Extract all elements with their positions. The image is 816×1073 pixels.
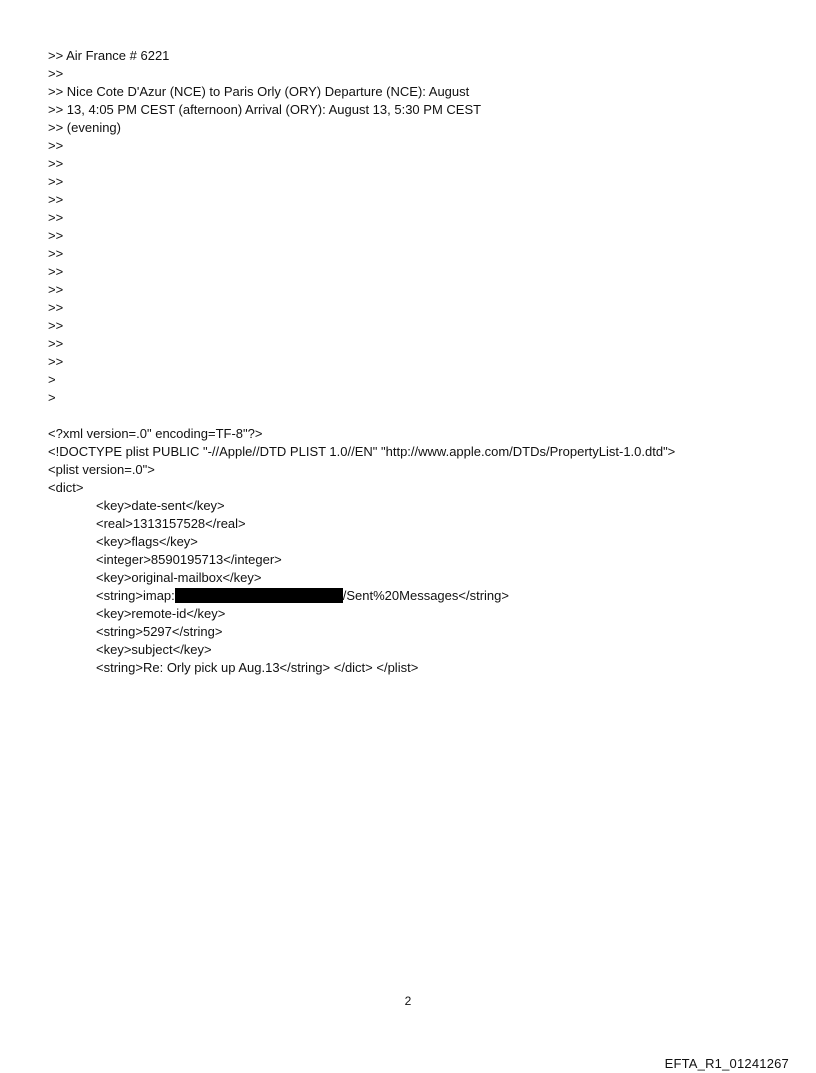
remote-id-value: <string>5297</string> [96,624,223,639]
quote-line: >> [48,264,64,279]
integer-value: <integer>8590195713</integer> [96,552,282,567]
quote-line: > [48,390,56,405]
dict-open-tag: <dict> [48,480,84,495]
quote-line: >> [48,246,64,261]
key-date-sent: <key>date-sent</key> [96,498,225,513]
quote-line: >> [48,300,64,315]
document-body [48,47,788,677]
quote-line: >> [48,174,64,189]
mailbox-string-line [48,587,788,605]
quote-line: >> [48,210,64,225]
quote-line: >> [48,156,64,171]
spacer [48,407,788,425]
plist-block [48,425,788,677]
quote-line: >> 13, 4:05 PM CEST (afternoon) Arrival (ORY): August 13, 5:30 PM CEST [48,102,482,117]
quote-line: >> [48,336,64,351]
mailbox-prefix: <string>imap: [96,588,175,603]
quote-line: >> [48,66,64,81]
xml-declaration: <?xml version=.0" encoding=TF-8"?> [48,426,263,441]
key-original-mailbox: <key>original-mailbox</key> [96,570,262,585]
real-value: <real>1313157528</real> [96,516,246,531]
doctype-line: <!DOCTYPE plist PUBLIC "-//Apple//DTD PLIST 1.0//EN" "http://www.apple.com/DTDs/PropertyList-1.0.dtd"> [48,444,676,459]
email-quote-block [48,47,788,407]
quote-line: >> Nice Cote D'Azur (NCE) to Paris Orly (ORY) Departure (NCE): August [48,84,470,99]
quote-line: >> Air France # 6221 [48,48,170,63]
quote-line: >> [48,354,64,369]
quote-line: >> [48,138,64,153]
key-subject: <key>subject</key> [96,642,212,657]
quote-line: >> (evening) [48,120,121,135]
redaction-block [175,588,343,603]
page-number: 2 [404,994,412,1008]
key-remote-id: <key>remote-id</key> [96,606,226,621]
plist-open-tag: <plist version=.0"> [48,462,155,477]
quote-line: >> [48,228,64,243]
key-flags: <key>flags</key> [96,534,198,549]
quote-line: >> [48,192,64,207]
quote-line: > [48,372,56,387]
quote-line: >> [48,282,64,297]
subject-value: <string>Re: Orly pick up Aug.13</string> </dict> </plist> [96,660,419,675]
document-id: EFTA_R1_01241267 [664,1056,789,1071]
quote-line: >> [48,318,64,333]
mailbox-suffix: /Sent%20Messages</string> [342,588,509,603]
